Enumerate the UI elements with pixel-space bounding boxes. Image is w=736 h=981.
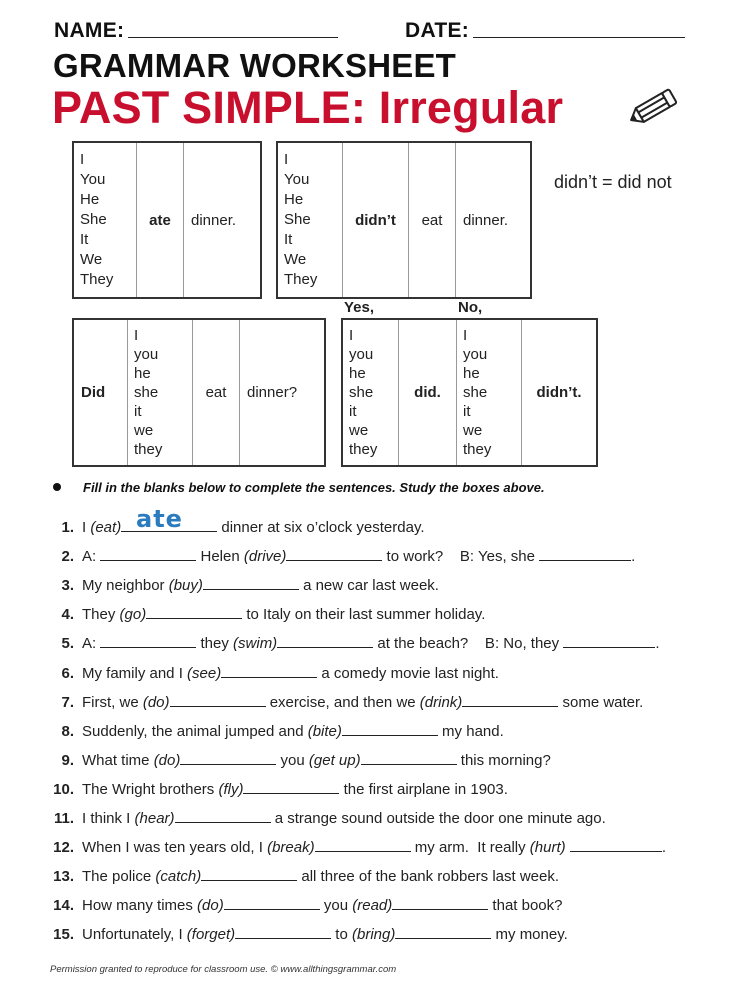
- exercise-item: [50, 604, 485, 626]
- exercise-item: [50, 633, 659, 655]
- item-number: 8.: [61, 723, 74, 740]
- answer-blank[interactable]: [175, 808, 271, 823]
- exercise-item: [50, 692, 643, 714]
- verb-prompt: (buy): [168, 577, 203, 594]
- answer-blank[interactable]: [286, 546, 382, 561]
- sentence-text: a strange sound outside the door one minute ago.: [270, 810, 606, 827]
- verb-prompt: (bring): [352, 926, 396, 943]
- item-number: 4.: [61, 606, 74, 623]
- sentence-text: .: [631, 548, 636, 565]
- answer-blank[interactable]: [170, 692, 266, 707]
- verb-prompt: (get up): [308, 752, 361, 769]
- verb-prompt: (break): [267, 839, 315, 856]
- verb-prompt: (eat): [90, 519, 122, 536]
- answer-blank[interactable]: [361, 750, 457, 765]
- sentence-text: My neighbor: [82, 577, 169, 594]
- item-number: 11.: [53, 810, 74, 827]
- answer-blank[interactable]: [100, 633, 196, 648]
- exercise-item: [50, 575, 439, 597]
- question-box: [72, 318, 326, 467]
- sentence-text: The Wright brothers: [82, 781, 219, 798]
- sentence-text: to Italy on their last summer holiday.: [242, 606, 486, 623]
- sentence-text: .: [655, 635, 660, 652]
- sentence-text: They: [82, 606, 120, 623]
- verb-prompt: (hurt): [529, 839, 566, 856]
- sentence-text: at the beach? B: No, they: [373, 635, 564, 652]
- name-field[interactable]: [128, 37, 338, 38]
- sentence-text: all three of the bank robbers last week.: [297, 868, 560, 885]
- answer-blank[interactable]: [201, 866, 297, 881]
- pronoun-column: I you he she it we they: [343, 320, 399, 465]
- sentence-text: dinner at six o’clock yesterday.: [217, 519, 425, 536]
- answer-blank[interactable]: [462, 692, 558, 707]
- answer-blank[interactable]: [203, 575, 299, 590]
- date-field[interactable]: [473, 37, 685, 38]
- sentence-text: exercise, and then we: [265, 694, 420, 711]
- date-label: DATE:: [405, 19, 470, 42]
- verb-cell: eat: [409, 143, 456, 297]
- sentence-text: I think I: [82, 810, 135, 827]
- verb-prompt: (forget): [186, 926, 236, 943]
- verb-prompt: (swim): [233, 635, 278, 652]
- worksheet-title: GRAMMAR WORKSHEET: [53, 47, 457, 84]
- didnt-note: didn’t = did not: [554, 172, 672, 192]
- exercise-item: [50, 808, 606, 830]
- answer-blank[interactable]: [224, 895, 320, 910]
- object-cell: dinner?: [247, 384, 298, 401]
- aux-cell: Did: [74, 320, 128, 465]
- sentence-text: they: [196, 635, 234, 652]
- answer-blank[interactable]: [570, 837, 662, 852]
- answer-blank[interactable]: [342, 721, 438, 736]
- item-number: 7.: [61, 694, 74, 711]
- pronoun-column: I you he she it we they: [457, 320, 522, 465]
- item-number: 14.: [53, 897, 74, 914]
- verb-prompt: (do): [153, 752, 181, 769]
- aux-cell: didn’t: [343, 143, 409, 297]
- no-label: No,: [458, 299, 483, 316]
- sentence-text: a comedy movie last night.: [317, 665, 499, 682]
- sentence-text: When I was ten years old, I: [82, 839, 268, 856]
- sentence-text: How many times: [82, 897, 198, 914]
- sentence-text: .: [661, 839, 666, 856]
- pronoun-column: I You He She It We They: [278, 143, 343, 297]
- short-no-cell: didn’t.: [536, 384, 582, 401]
- verb-prompt: (see): [187, 665, 222, 682]
- exercise-item: [50, 837, 666, 859]
- sentence-text: this morning?: [456, 752, 551, 769]
- answer-blank[interactable]: [563, 633, 655, 648]
- verb-prompt: (do): [197, 897, 224, 914]
- exercise-item: [50, 895, 563, 917]
- answer-blank[interactable]: [539, 546, 631, 561]
- answer-blank[interactable]: [221, 663, 317, 678]
- object-cell: dinner.: [463, 211, 509, 229]
- sentence-text: A:: [82, 635, 101, 652]
- item-number: 2.: [61, 548, 74, 565]
- verb-prompt: (fly): [218, 781, 244, 798]
- sentence-text: Suddenly, the animal jumped and: [82, 723, 308, 740]
- pronoun-column: I You He She It We They: [74, 143, 137, 297]
- sentence-text: to: [331, 926, 352, 943]
- pencil-icon: [622, 84, 682, 132]
- answer-blank[interactable]: [395, 924, 491, 939]
- exercise-item: [50, 750, 551, 772]
- sentence-text: you: [319, 897, 353, 914]
- verb-prompt: (read): [352, 897, 393, 914]
- item-number: 10.: [53, 781, 74, 798]
- negative-box: [276, 141, 532, 299]
- item-number: 6.: [61, 665, 74, 682]
- sentence-text: First, we: [82, 694, 143, 711]
- sentence-text: my money.: [491, 926, 568, 943]
- item-number: 15.: [53, 926, 74, 943]
- sentence-text: Helen: [196, 548, 244, 565]
- sentence-text: you: [276, 752, 309, 769]
- footer-credit: Permission granted to reproduce for classroom use. © www.allthingsgrammar.com: [50, 964, 397, 975]
- item-number: 5.: [61, 635, 74, 652]
- answer-blank[interactable]: [146, 604, 242, 619]
- sentence-text: that book?: [488, 897, 563, 914]
- verb-prompt: (hear): [134, 810, 175, 827]
- item-number: 1.: [61, 519, 74, 536]
- sentence-text: a new car last week.: [298, 577, 439, 594]
- verb-prompt: (catch): [155, 868, 202, 885]
- verb-prompt: (bite): [307, 723, 342, 740]
- exercise-item: [50, 663, 499, 685]
- verb-prompt: (go): [119, 606, 147, 623]
- sentence-text: to work? B: Yes, she: [382, 548, 540, 565]
- exercise-item: [50, 517, 425, 539]
- exercise-item: [50, 546, 635, 568]
- instructions: Fill in the blanks below to complete the sentences. Study the boxes above.: [83, 480, 545, 495]
- affirmative-box: [72, 141, 262, 299]
- worksheet-subtitle: PAST SIMPLE: Irregular: [52, 82, 564, 133]
- verb-cell: eat: [193, 320, 240, 465]
- sentence-text: my hand.: [437, 723, 504, 740]
- answer-blank[interactable]: [100, 546, 196, 561]
- answer-blank[interactable]: [315, 837, 411, 852]
- exercise-item: [50, 924, 568, 946]
- answer-blank[interactable]: [277, 633, 373, 648]
- exercise-item: [50, 721, 504, 743]
- object-cell: dinner.: [191, 211, 237, 229]
- short-answer-box: [341, 318, 598, 467]
- example-answer: ate: [136, 505, 183, 533]
- sentence-text: The police: [82, 868, 156, 885]
- verb-prompt: (drink): [419, 694, 463, 711]
- verb-cell: ate: [137, 143, 184, 297]
- yes-label: Yes,: [344, 299, 375, 316]
- sentence-text: My family and I: [82, 665, 188, 682]
- sentence-text: some water.: [558, 694, 644, 711]
- name-label: NAME:: [54, 19, 125, 42]
- sentence-text: What time: [82, 752, 154, 769]
- item-number: 9.: [61, 752, 74, 769]
- exercise-item: [50, 779, 508, 801]
- verb-prompt: (drive): [243, 548, 287, 565]
- sentence-text: my arm. It really: [410, 839, 530, 856]
- bullet-icon: [53, 483, 61, 491]
- verb-prompt: (do): [142, 694, 170, 711]
- answer-blank[interactable]: [235, 924, 331, 939]
- sentence-text: Unfortunately, I: [82, 926, 187, 943]
- short-yes-cell: did.: [399, 320, 457, 465]
- sentence-text: A:: [82, 548, 101, 565]
- answer-blank[interactable]: [243, 779, 339, 794]
- item-number: 13.: [53, 868, 74, 885]
- exercise-item: [50, 866, 559, 888]
- item-number: 3.: [61, 577, 74, 594]
- pronoun-column: I you he she it we they: [128, 320, 193, 465]
- sentence-text: the first airplane in 1903.: [339, 781, 508, 798]
- sentence-text: I: [82, 519, 91, 536]
- answer-blank[interactable]: [180, 750, 276, 765]
- item-number: 12.: [53, 839, 74, 856]
- answer-blank[interactable]: [392, 895, 488, 910]
